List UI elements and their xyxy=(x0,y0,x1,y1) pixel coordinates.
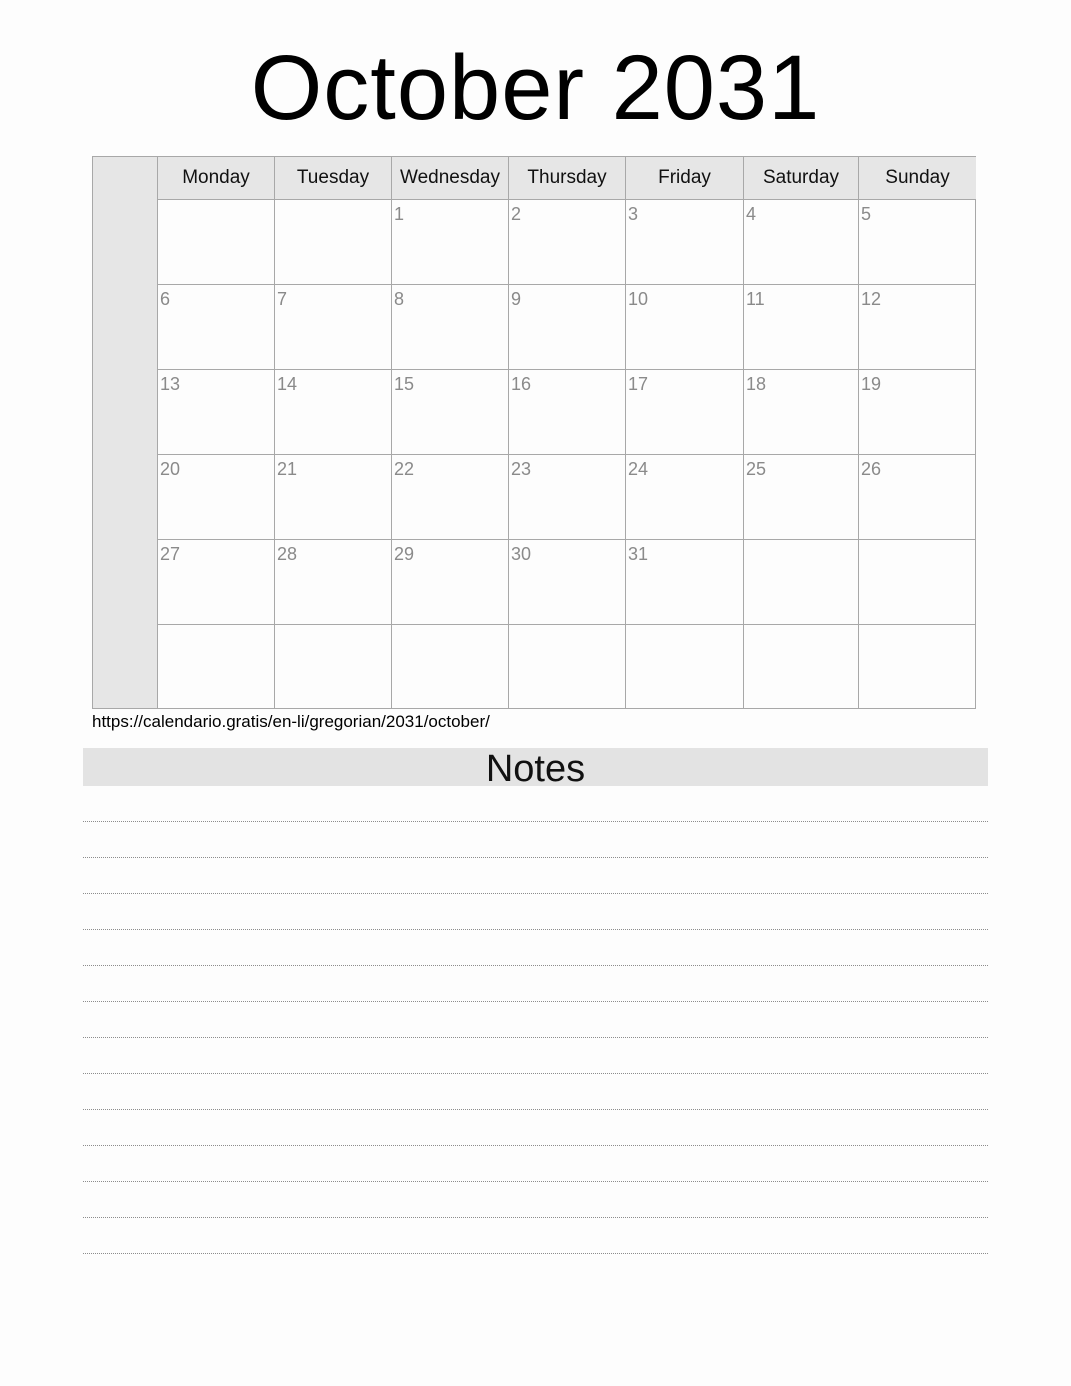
day-cell: 11 xyxy=(744,285,859,370)
notes-title: Notes xyxy=(83,748,988,786)
day-cell: 16 xyxy=(509,370,626,455)
day-cell: 6 xyxy=(158,285,275,370)
day-cell: 15 xyxy=(392,370,509,455)
day-cell: 21 xyxy=(275,455,392,540)
calendar-grid xyxy=(158,157,976,708)
weekday-header-monday: Monday xyxy=(158,157,275,200)
day-cell: 3 xyxy=(626,200,744,285)
day-cell: 13 xyxy=(158,370,275,455)
note-line[interactable] xyxy=(83,1182,988,1218)
day-cell: 7 xyxy=(275,285,392,370)
day-cell: 29 xyxy=(392,540,509,625)
day-cell: 25 xyxy=(744,455,859,540)
note-line[interactable] xyxy=(83,1002,988,1038)
weekday-header-friday: Friday xyxy=(626,157,744,200)
day-cell: 1 xyxy=(392,200,509,285)
notes-lines xyxy=(83,786,988,1254)
weekday-header-thursday: Thursday xyxy=(509,157,626,200)
day-cell xyxy=(158,625,275,708)
day-cell: 5 xyxy=(859,200,976,285)
week-number-column xyxy=(93,157,158,708)
day-cell: 24 xyxy=(626,455,744,540)
day-cell: 8 xyxy=(392,285,509,370)
day-cell: 31 xyxy=(626,540,744,625)
note-line[interactable] xyxy=(83,1146,988,1182)
day-cell xyxy=(859,625,976,708)
day-cell: 2 xyxy=(509,200,626,285)
day-cell: 9 xyxy=(509,285,626,370)
day-cell xyxy=(744,625,859,708)
note-line[interactable] xyxy=(83,786,988,822)
page-title: October 2031 xyxy=(250,37,821,139)
note-line[interactable] xyxy=(83,858,988,894)
day-cell: 26 xyxy=(859,455,976,540)
day-cell: 22 xyxy=(392,455,509,540)
day-cell xyxy=(158,200,275,285)
day-cell xyxy=(626,625,744,708)
note-line[interactable] xyxy=(83,822,988,858)
day-cell: 4 xyxy=(744,200,859,285)
day-cell: 10 xyxy=(626,285,744,370)
day-cell: 23 xyxy=(509,455,626,540)
note-line[interactable] xyxy=(83,1038,988,1074)
month-calendar xyxy=(92,156,976,709)
day-cell: 12 xyxy=(859,285,976,370)
day-cell xyxy=(744,540,859,625)
note-line[interactable] xyxy=(83,930,988,966)
day-cell xyxy=(392,625,509,708)
weekday-header-saturday: Saturday xyxy=(744,157,859,200)
day-cell: 20 xyxy=(158,455,275,540)
note-line[interactable] xyxy=(83,1218,988,1254)
weekday-header-wednesday: Wednesday xyxy=(392,157,509,200)
source-url: https://calendario.gratis/en-li/gregorian/2031/october/ xyxy=(92,712,490,731)
day-cell: 27 xyxy=(158,540,275,625)
day-cell xyxy=(509,625,626,708)
day-cell: 19 xyxy=(859,370,976,455)
day-cell: 28 xyxy=(275,540,392,625)
weekday-header-sunday: Sunday xyxy=(859,157,976,200)
weekday-header-tuesday: Tuesday xyxy=(275,157,392,200)
day-cell: 17 xyxy=(626,370,744,455)
day-cell: 14 xyxy=(275,370,392,455)
day-cell xyxy=(859,540,976,625)
day-cell: 18 xyxy=(744,370,859,455)
day-cell xyxy=(275,200,392,285)
note-line[interactable] xyxy=(83,894,988,930)
note-line[interactable] xyxy=(83,1110,988,1146)
day-cell xyxy=(275,625,392,708)
day-cell: 30 xyxy=(509,540,626,625)
note-line[interactable] xyxy=(83,966,988,1002)
note-line[interactable] xyxy=(83,1074,988,1110)
